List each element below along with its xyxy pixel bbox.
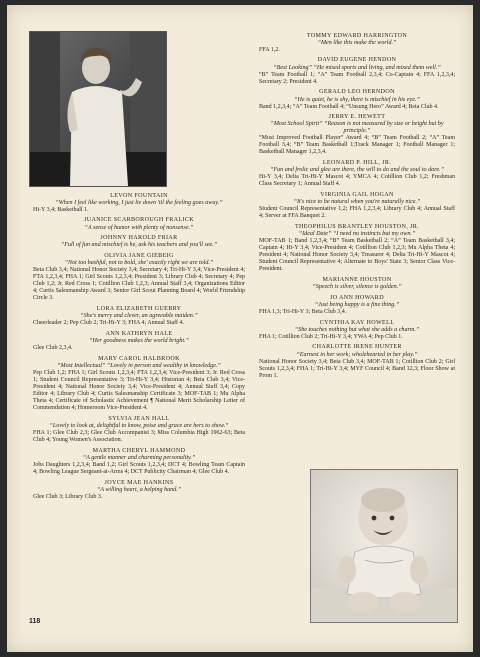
senior-activities: Hi-Y 3,4; Basketball 1.	[33, 206, 89, 213]
senior-entry	[33, 193, 245, 214]
senior-motto: “Lovely to look at, delightful to know, poise and grace are hers to show.”	[49, 423, 229, 430]
senior-activities: Hi-Y 3,4; Delta Tri-Hi-Y Mascot 4; YMCA 4; Cotillion Club 1,2; Freshman Class Secretary 1; Annual Staff 4.	[259, 174, 455, 188]
senior-activities: Band 1,2,3,4; “A” Team Football 4; “Unsung Hero” Award 4; Beta Club 4.	[259, 103, 439, 110]
senior-entry	[259, 160, 455, 188]
senior-entry	[259, 224, 455, 273]
senior-motto: “Ideal Date” “I need no instincts but my own.”	[298, 231, 416, 238]
senior-name: MARY CAROL HALBROOK	[98, 355, 180, 362]
senior-motto: “Not too bashful, not to bold, she' exactly right we are told.”	[64, 260, 214, 267]
photo-baby	[310, 469, 458, 623]
senior-name: LEVON FOUNTAIN	[110, 192, 168, 199]
senior-motto: “He is quiet, he is shy, there is mischief in his eye.”	[294, 96, 420, 103]
senior-entry	[259, 192, 455, 220]
senior-name: SYLVIA JEAN HALL	[108, 415, 170, 422]
senior-motto: “A willing heart, a helping hand.”	[96, 486, 182, 493]
senior-motto: “A sense of humor with plenty of nonsense.”	[84, 224, 194, 231]
senior-activities: Cheerleader 2; Pep Club 2; Tri-Hi-Y 3; FHA 4; Annual Staff 4.	[33, 320, 184, 327]
senior-motto: “Fun and frolic and glee are there, the will to do and the soul to dare.”	[270, 167, 444, 174]
senior-motto: “Most School Spirit” “Reason is not measured by size or height but by principle.”	[270, 121, 444, 135]
senior-entry	[33, 331, 245, 352]
senior-name: CHARLOTTE IRENE HUNTER	[312, 344, 402, 351]
senior-name: ANN KATHRYN HALE	[105, 330, 173, 337]
senior-activities: Beta Club 3,4; National Honor Society 3,4; Secretary 4; Tri-Hi-Y 3,4; Vice-President 4; FTA 1,2,3,4; FHA 1; Girl Scouts 1,2,3,4; President 3; Library Club 4; Secretary 4; Pep Club 1,2; Jr. Red Cross 1; Cotillion Club 1,2,3; Annual Staff 3,4; Organizations Editor 4; Curtis Salesmanship Award 3; Senior Girl Scout Planning Board 4; World Friendship Circle 3.	[33, 267, 245, 302]
senior-activities: FHA 1; Cotillion Club 2; Tri-Hi-Y 3,4; YWA 4; Pep Club 1.	[259, 333, 403, 340]
senior-entry	[33, 253, 245, 302]
senior-motto: “Her goodness makes the world bright.”	[89, 338, 189, 345]
senior-activities: Student Council Representative 1,2; FHA 1,2,3,4; Library Club 4; Annual Staff 4; Server at FFA Banquet 2.	[259, 206, 455, 220]
senior-name: MARTHA CHERYL HAMMOND	[92, 447, 186, 454]
senior-name: GERALD LEO HERNDON	[319, 89, 395, 96]
senior-name: VIRGINIA GAIL HOGAN	[320, 192, 394, 198]
senior-name: LEONARD P. HILL, JR.	[322, 160, 392, 167]
senior-entry	[33, 448, 245, 476]
senior-entry	[259, 320, 455, 341]
page-number: 118	[29, 618, 41, 625]
senior-entry	[33, 217, 245, 231]
senior-name: CYNTHIA KAY HOWELL	[319, 319, 395, 326]
senior-name: LORA ELIZABETH GUEBRY	[96, 306, 182, 313]
senior-entry	[259, 295, 455, 316]
senior-activities: National Honor Society 3,4; Beta Club 3,4; MOF-TAB 1; Cotillion Club 2; Girl Scouts 1,2,3,4; FHA 1; Tri-Hi-Y 3,4; MYF Council 4; Band 12,3; Floor Show at Prom 1.	[259, 358, 455, 379]
senior-name: JO ANN HOWARD	[330, 294, 384, 301]
senior-motto: “Most Intellectual” “Lovely in person and wealthy in knowledge.”	[57, 362, 221, 369]
senior-motto: “Earnest in her work; wholehearted in her play.”	[296, 351, 418, 358]
senior-name: JOHNNY HAROLD FRIAR	[100, 235, 178, 242]
senior-name: TOMMY EDWARD HARRINGTON	[306, 32, 408, 39]
senior-motto: “She's merry and clever, an agreeable maiden.”	[80, 313, 198, 320]
senior-name: OLIVIA JANE GIEBEIG	[104, 253, 174, 260]
senior-name: THEOPHILUS BRANTLEY HOUSTON, JR.	[294, 223, 420, 230]
senior-entry	[259, 33, 455, 54]
senior-activities: FHA 1,3; Tri-Hi-Y 3; Beta Club 3,4.	[259, 308, 347, 315]
senior-motto: “She touches nothing but what she adds a charm.”	[294, 326, 420, 333]
senior-entry	[33, 356, 245, 412]
senior-name: DAVID EUGENE HENDON	[317, 57, 397, 64]
senior-name: JERRY E. HEWETT	[328, 114, 386, 121]
senior-entry	[33, 416, 245, 444]
senior-entry	[259, 57, 455, 85]
senior-motto: “A gentle manner and charming personality.”	[82, 454, 196, 461]
senior-activities: Glee Club 3; Library Club 3.	[33, 493, 103, 500]
senior-name: JUANICE SCARBOROUGH FRALICK	[83, 217, 194, 224]
senior-entry	[259, 277, 455, 291]
senior-motto: “When I feel like working, I just lie down 'til the feeling goes away.”	[55, 199, 223, 206]
senior-entry	[33, 480, 245, 501]
woman-portrait-image	[30, 32, 166, 186]
senior-entry	[259, 344, 455, 379]
senior-motto: “Men like this make the world.”	[317, 39, 397, 46]
senior-entry	[259, 114, 455, 156]
senior-motto: “Best Looking” “He mixed sports and living, and mixed them well.”	[273, 64, 441, 71]
senior-activities: Pep Club 1,2; FHA 1; Girl Scouts 1,2,3,4; FTA 1,2,3,4; Vice-President 3; Jr. Red Cross 1; Student Council Representative 3; Tri-Hi-Y 3,4; Historian 4; Beta Club 3,4; Vice-President 4; National Honor Society 3,4; Vice-President 4; Annual Staff 3,4; Copy Editor 4; Library Club 4; Curtis Salesmanship Certificate 3; MOF-TAB 1; Mu Alpha Theta 4; Certificate of Scholastic Achievement ¶ National Merit Scholarship Letter of Commendation 4; Homeroom Vice-President 4.	[33, 369, 245, 412]
senior-motto: “Full of fun and mischief is he, ask his teachers and you'll see.”	[60, 242, 218, 249]
senior-motto: “Speech is silver, silence is golden.”	[312, 284, 402, 291]
senior-motto: “Just being happy is a fine thing.”	[314, 301, 400, 308]
senior-activities: FHA 1; Glee Club 2,3; Glee Club Accompanist 3; Miss Columbia High 1962-63; Beta Club 4; Young Women's Association.	[33, 430, 245, 444]
senior-activities: Jobs Daughters 1,2,3,4; Band 1,2; Girl Scouts 1,2,3,4; DCT 4; Bowling Team Captain 4; Bowling League Sergeant-at-Arms 4; DCT Publicity Chairman 4; Glee Club 4.	[33, 461, 245, 475]
senior-entry	[33, 306, 245, 327]
senior-activities: “Most Improved Football Player” Award 4; “B” Team Football 2; “A” Team Football 3,4; “B” Team Basketball 1;Track Manager 1; Football Manager 1; Basketball Manager 1,2,3,4.	[259, 135, 455, 156]
senior-activities: “B” Team Football 1; “A” Team Football 2,3,4; Co-Captain 4; FFA 1,2,3,4; Secretary 2; President 4.	[259, 71, 455, 85]
right-column	[259, 29, 455, 380]
left-column	[33, 189, 245, 501]
senior-activities: FFA 1,2.	[259, 46, 280, 53]
baby-portrait-image	[311, 470, 457, 622]
senior-motto: “It's nice to be natural when you're naturally nice.”	[293, 199, 421, 206]
yearbook-page	[7, 5, 473, 652]
senior-name: JOYCE MAE HANKINS	[104, 479, 174, 486]
senior-entry	[33, 235, 245, 249]
photo-woman-standing	[29, 31, 167, 187]
senior-name: MARIANNE HOUSTON	[322, 276, 392, 283]
senior-activities: Glee Club 2,3,4.	[33, 345, 73, 352]
senior-entry	[259, 89, 455, 110]
senior-activities: MOF-TAB 1; Band 1,2,3,4; “B” Team Basketball 2; “A” Team Basketball 3,4; Captain 4; Hi-Y 3,4; Vice-President 4; Cotillion Club 1,2,3; Mu Alpha Theta 4; President 4; National Honor Society 3,4; Treasurer 4; Delta Tri-Hi-Y Mascot 4; Student Council Representative 4; Alternate to Boys' State 3; Senior Class Vice-President.	[259, 238, 455, 273]
